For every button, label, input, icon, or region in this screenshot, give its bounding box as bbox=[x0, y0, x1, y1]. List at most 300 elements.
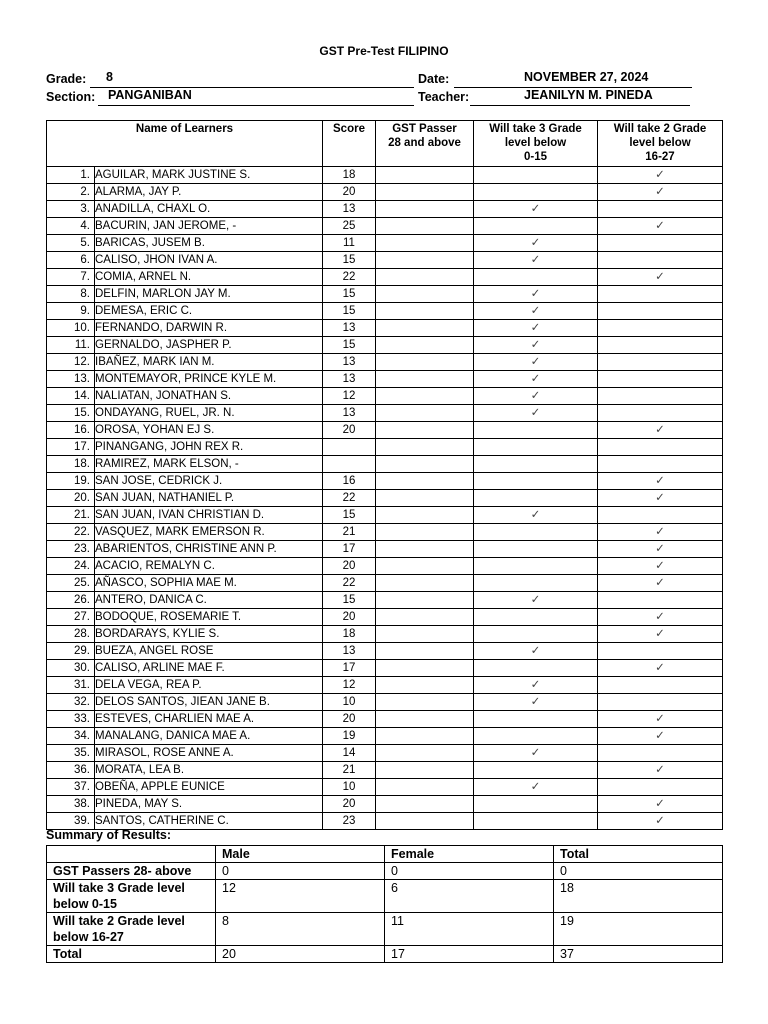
learner-name: DELOS SANTOS, JIEAN JANE B. bbox=[95, 694, 323, 711]
gst-passer-cell bbox=[376, 558, 474, 575]
two-grade-below-cell bbox=[598, 337, 723, 354]
header-score bbox=[323, 121, 376, 167]
header-3-grade-below bbox=[474, 121, 598, 167]
date-value: NOVEMBER 27, 2024 bbox=[524, 70, 649, 84]
two-grade-below-cell bbox=[598, 320, 723, 337]
header-name-text: Name of Learners bbox=[135, 123, 234, 135]
three-grade-below-cell bbox=[474, 762, 598, 779]
learner-number: 33. bbox=[47, 711, 95, 728]
learner-score: 20 bbox=[323, 609, 376, 626]
learner-number: 37. bbox=[47, 779, 95, 796]
learner-name: PINEDA, MAY S. bbox=[95, 796, 323, 813]
learner-number: 10. bbox=[47, 320, 95, 337]
table-row bbox=[47, 592, 723, 609]
summary-row-label: GST Passers 28- above bbox=[47, 863, 216, 880]
two-grade-below-cell: ✓ bbox=[598, 728, 723, 745]
three-grade-below-cell bbox=[474, 796, 598, 813]
two-grade-below-cell: ✓ bbox=[598, 558, 723, 575]
table-row bbox=[47, 439, 723, 456]
summary-header-total: Total bbox=[554, 846, 723, 863]
gst-passer-cell bbox=[376, 796, 474, 813]
learner-score: 19 bbox=[323, 728, 376, 745]
learners-table bbox=[46, 120, 723, 830]
learner-name: SAN JOSE, CEDRICK J. bbox=[95, 473, 323, 490]
gst-passer-cell bbox=[376, 167, 474, 184]
grade-field bbox=[46, 72, 416, 88]
three-grade-below-cell bbox=[474, 490, 598, 507]
gst-passer-cell bbox=[376, 660, 474, 677]
date-label: Date: bbox=[418, 72, 450, 86]
learner-number: 36. bbox=[47, 762, 95, 779]
learner-name: ALARMA, JAY P. bbox=[95, 184, 323, 201]
three-grade-below-cell bbox=[474, 473, 598, 490]
teacher-label: Teacher: bbox=[418, 90, 470, 104]
learner-score: 13 bbox=[323, 320, 376, 337]
gst-passer-cell bbox=[376, 320, 474, 337]
summary-male: 12 bbox=[216, 880, 385, 913]
two-grade-below-cell bbox=[598, 677, 723, 694]
learner-score: 15 bbox=[323, 286, 376, 303]
learner-number: 9. bbox=[47, 303, 95, 320]
three-grade-below-cell: ✓ bbox=[474, 592, 598, 609]
summary-header-female: Female bbox=[385, 846, 554, 863]
three-grade-below-cell bbox=[474, 422, 598, 439]
learner-score: 23 bbox=[323, 813, 376, 830]
learner-name: ANTERO, DANICA C. bbox=[95, 592, 323, 609]
gst-passer-cell bbox=[376, 269, 474, 286]
learner-number: 32. bbox=[47, 694, 95, 711]
summary-header-male: Male bbox=[216, 846, 385, 863]
learner-score: 16 bbox=[323, 473, 376, 490]
two-grade-below-cell bbox=[598, 439, 723, 456]
learner-name: ONDAYANG, RUEL, JR. N. bbox=[95, 405, 323, 422]
learner-score: 15 bbox=[323, 337, 376, 354]
three-grade-below-cell: ✓ bbox=[474, 286, 598, 303]
table-row bbox=[47, 303, 723, 320]
learner-number: 24. bbox=[47, 558, 95, 575]
table-row bbox=[47, 490, 723, 507]
two-grade-below-cell bbox=[598, 303, 723, 320]
two-grade-below-cell bbox=[598, 694, 723, 711]
learner-score: 17 bbox=[323, 541, 376, 558]
gst-passer-cell bbox=[376, 490, 474, 507]
learner-number: 3. bbox=[47, 201, 95, 218]
learner-score: 20 bbox=[323, 711, 376, 728]
gst-passer-cell bbox=[376, 184, 474, 201]
learner-score: 13 bbox=[323, 201, 376, 218]
learner-score: 18 bbox=[323, 167, 376, 184]
three-grade-below-cell: ✓ bbox=[474, 507, 598, 524]
table-row bbox=[47, 609, 723, 626]
learner-name: ANADILLA, CHAXL O. bbox=[95, 201, 323, 218]
section-value: PANGANIBAN bbox=[108, 88, 192, 102]
three-grade-below-cell: ✓ bbox=[474, 320, 598, 337]
three-grade-below-cell bbox=[474, 439, 598, 456]
learner-score: 15 bbox=[323, 592, 376, 609]
summary-row bbox=[47, 913, 723, 946]
gst-passer-cell bbox=[376, 422, 474, 439]
two-grade-below-cell bbox=[598, 235, 723, 252]
learner-number: 13. bbox=[47, 371, 95, 388]
learner-number: 7. bbox=[47, 269, 95, 286]
learner-name: DEMESA, ERIC C. bbox=[95, 303, 323, 320]
three-grade-below-cell bbox=[474, 728, 598, 745]
table-row bbox=[47, 813, 723, 830]
learner-name: RAMIREZ, MARK ELSON, - bbox=[95, 456, 323, 473]
two-grade-below-cell bbox=[598, 592, 723, 609]
learner-number: 27. bbox=[47, 609, 95, 626]
learner-number: 38. bbox=[47, 796, 95, 813]
learner-score: 25 bbox=[323, 218, 376, 235]
summary-header-row bbox=[47, 846, 723, 863]
table-row bbox=[47, 252, 723, 269]
document-title: GST Pre-Test FILIPINO bbox=[319, 44, 449, 58]
header-passer bbox=[376, 121, 474, 167]
table-row bbox=[47, 371, 723, 388]
table-row bbox=[47, 677, 723, 694]
table-row bbox=[47, 218, 723, 235]
learner-name: MANALANG, DANICA MAE A. bbox=[95, 728, 323, 745]
learner-number: 17. bbox=[47, 439, 95, 456]
three-grade-below-cell: ✓ bbox=[474, 677, 598, 694]
learner-name: DELA VEGA, REA P. bbox=[95, 677, 323, 694]
two-grade-below-cell bbox=[598, 354, 723, 371]
three-grade-below-cell: ✓ bbox=[474, 643, 598, 660]
two-grade-below-cell bbox=[598, 643, 723, 660]
teacher-field bbox=[418, 90, 694, 106]
learner-score: 15 bbox=[323, 507, 376, 524]
gst-passer-cell bbox=[376, 439, 474, 456]
gst-passer-cell bbox=[376, 354, 474, 371]
learner-number: 15. bbox=[47, 405, 95, 422]
table-row bbox=[47, 337, 723, 354]
two-grade-below-cell bbox=[598, 286, 723, 303]
teacher-value: JEANILYN M. PINEDA bbox=[524, 88, 653, 102]
two-grade-below-cell: ✓ bbox=[598, 490, 723, 507]
learner-number: 8. bbox=[47, 286, 95, 303]
three-grade-below-cell: ✓ bbox=[474, 745, 598, 762]
summary-male: 0 bbox=[216, 863, 385, 880]
two-grade-below-cell: ✓ bbox=[598, 813, 723, 830]
table-row bbox=[47, 422, 723, 439]
learner-name: MONTEMAYOR, PRINCE KYLE M. bbox=[95, 371, 323, 388]
date-field bbox=[418, 72, 694, 88]
learner-name: MIRASOL, ROSE ANNE A. bbox=[95, 745, 323, 762]
learner-number: 20. bbox=[47, 490, 95, 507]
header-2-grade-below bbox=[598, 121, 723, 167]
learner-number: 30. bbox=[47, 660, 95, 677]
learner-name: FERNANDO, DARWIN R. bbox=[95, 320, 323, 337]
learner-name: AÑASCO, SOPHIA MAE M. bbox=[95, 575, 323, 592]
two-grade-below-cell: ✓ bbox=[598, 167, 723, 184]
three-grade-below-cell: ✓ bbox=[474, 252, 598, 269]
three-grade-below-cell bbox=[474, 813, 598, 830]
learner-score: 12 bbox=[323, 677, 376, 694]
gst-passer-cell bbox=[376, 524, 474, 541]
header-name bbox=[47, 121, 323, 167]
learner-score: 10 bbox=[323, 694, 376, 711]
learner-name: DELFIN, MARLON JAY M. bbox=[95, 286, 323, 303]
learner-name: PINANGANG, JOHN REX R. bbox=[95, 439, 323, 456]
two-grade-below-cell: ✓ bbox=[598, 762, 723, 779]
table-row bbox=[47, 388, 723, 405]
learner-name: SAN JUAN, NATHANIEL P. bbox=[95, 490, 323, 507]
learner-name: CALISO, JHON IVAN A. bbox=[95, 252, 323, 269]
gst-passer-cell bbox=[376, 575, 474, 592]
summary-female: 6 bbox=[385, 880, 554, 913]
learners-header-row bbox=[47, 121, 723, 167]
gst-passer-cell bbox=[376, 813, 474, 830]
two-grade-below-cell bbox=[598, 456, 723, 473]
gst-passer-cell bbox=[376, 609, 474, 626]
three-grade-below-cell bbox=[474, 167, 598, 184]
summary-header-blank bbox=[47, 846, 216, 863]
two-grade-below-cell: ✓ bbox=[598, 711, 723, 728]
table-row bbox=[47, 779, 723, 796]
summary-row bbox=[47, 946, 723, 963]
two-grade-below-cell: ✓ bbox=[598, 609, 723, 626]
learner-name: VASQUEZ, MARK EMERSON R. bbox=[95, 524, 323, 541]
header-passer-text: GST Passer 28 and above bbox=[388, 123, 461, 149]
learner-name: BARICAS, JUSEM B. bbox=[95, 235, 323, 252]
summary-female: 17 bbox=[385, 946, 554, 963]
two-grade-below-cell: ✓ bbox=[598, 575, 723, 592]
learner-score bbox=[323, 456, 376, 473]
learner-score: 20 bbox=[323, 184, 376, 201]
summary-row bbox=[47, 880, 723, 913]
table-row bbox=[47, 354, 723, 371]
summary-table bbox=[46, 845, 723, 963]
learner-name: BODOQUE, ROSEMARIE T. bbox=[95, 609, 323, 626]
learner-name: NALIATAN, JONATHAN S. bbox=[95, 388, 323, 405]
gst-passer-cell bbox=[376, 541, 474, 558]
two-grade-below-cell bbox=[598, 201, 723, 218]
summary-total: 0 bbox=[554, 863, 723, 880]
gst-passer-cell bbox=[376, 728, 474, 745]
summary-label: Summary of Results: bbox=[46, 828, 172, 842]
three-grade-below-cell bbox=[474, 541, 598, 558]
gst-passer-cell bbox=[376, 507, 474, 524]
learner-number: 31. bbox=[47, 677, 95, 694]
two-grade-below-cell: ✓ bbox=[598, 541, 723, 558]
table-row bbox=[47, 660, 723, 677]
gst-passer-cell bbox=[376, 456, 474, 473]
header-3-grade-below-text: Will take 3 Grade level below 0-15 bbox=[489, 123, 582, 163]
learner-number: 35. bbox=[47, 745, 95, 762]
three-grade-below-cell bbox=[474, 558, 598, 575]
three-grade-below-cell: ✓ bbox=[474, 371, 598, 388]
three-grade-below-cell: ✓ bbox=[474, 388, 598, 405]
learner-score: 10 bbox=[323, 779, 376, 796]
learner-name: MORATA, LEA B. bbox=[95, 762, 323, 779]
learner-number: 4. bbox=[47, 218, 95, 235]
learner-name: ESTEVES, CHARLIEN MAE A. bbox=[95, 711, 323, 728]
three-grade-below-cell: ✓ bbox=[474, 694, 598, 711]
two-grade-below-cell: ✓ bbox=[598, 524, 723, 541]
grade-value: 8 bbox=[106, 70, 113, 84]
three-grade-below-cell: ✓ bbox=[474, 779, 598, 796]
three-grade-below-cell: ✓ bbox=[474, 354, 598, 371]
gst-passer-cell bbox=[376, 235, 474, 252]
learner-number: 22. bbox=[47, 524, 95, 541]
table-row bbox=[47, 745, 723, 762]
gst-passer-cell bbox=[376, 286, 474, 303]
gst-passer-cell bbox=[376, 643, 474, 660]
learner-number: 19. bbox=[47, 473, 95, 490]
learner-number: 29. bbox=[47, 643, 95, 660]
learner-number: 18. bbox=[47, 456, 95, 473]
gst-passer-cell bbox=[376, 711, 474, 728]
three-grade-below-cell bbox=[474, 269, 598, 286]
learner-name: OBEÑA, APPLE EUNICE bbox=[95, 779, 323, 796]
summary-male: 20 bbox=[216, 946, 385, 963]
summary-total: 37 bbox=[554, 946, 723, 963]
learner-score: 22 bbox=[323, 490, 376, 507]
summary-male: 8 bbox=[216, 913, 385, 946]
three-grade-below-cell: ✓ bbox=[474, 201, 598, 218]
table-row bbox=[47, 201, 723, 218]
table-row bbox=[47, 694, 723, 711]
table-row bbox=[47, 507, 723, 524]
learner-name: IBAÑEZ, MARK IAN M. bbox=[95, 354, 323, 371]
summary-female: 11 bbox=[385, 913, 554, 946]
learner-number: 23. bbox=[47, 541, 95, 558]
learner-number: 28. bbox=[47, 626, 95, 643]
learner-number: 6. bbox=[47, 252, 95, 269]
table-row bbox=[47, 575, 723, 592]
learner-number: 14. bbox=[47, 388, 95, 405]
table-row bbox=[47, 184, 723, 201]
learner-number: 12. bbox=[47, 354, 95, 371]
three-grade-below-cell: ✓ bbox=[474, 405, 598, 422]
table-row bbox=[47, 405, 723, 422]
summary-total: 19 bbox=[554, 913, 723, 946]
table-row bbox=[47, 456, 723, 473]
three-grade-below-cell bbox=[474, 609, 598, 626]
table-row bbox=[47, 286, 723, 303]
three-grade-below-cell bbox=[474, 184, 598, 201]
summary-female: 0 bbox=[385, 863, 554, 880]
summary-row bbox=[47, 863, 723, 880]
header-2-grade-below-text: Will take 2 Grade level below 16-27 bbox=[613, 123, 707, 163]
learner-name: BORDARAYS, KYLIE S. bbox=[95, 626, 323, 643]
three-grade-below-cell bbox=[474, 456, 598, 473]
table-row bbox=[47, 626, 723, 643]
table-row bbox=[47, 269, 723, 286]
table-row bbox=[47, 541, 723, 558]
learner-score: 21 bbox=[323, 762, 376, 779]
learner-score: 11 bbox=[323, 235, 376, 252]
gst-passer-cell bbox=[376, 762, 474, 779]
learner-score: 13 bbox=[323, 643, 376, 660]
two-grade-below-cell: ✓ bbox=[598, 269, 723, 286]
learner-number: 25. bbox=[47, 575, 95, 592]
two-grade-below-cell: ✓ bbox=[598, 796, 723, 813]
gst-passer-cell bbox=[376, 201, 474, 218]
gst-passer-cell bbox=[376, 252, 474, 269]
two-grade-below-cell bbox=[598, 507, 723, 524]
table-row bbox=[47, 796, 723, 813]
learner-score: 22 bbox=[323, 575, 376, 592]
section-field bbox=[46, 90, 416, 106]
learner-name: ACACIO, REMALYN C. bbox=[95, 558, 323, 575]
two-grade-below-cell: ✓ bbox=[598, 660, 723, 677]
learner-number: 39. bbox=[47, 813, 95, 830]
gst-passer-cell bbox=[376, 592, 474, 609]
two-grade-below-cell bbox=[598, 388, 723, 405]
three-grade-below-cell bbox=[474, 626, 598, 643]
gst-passer-cell bbox=[376, 218, 474, 235]
learner-score: 20 bbox=[323, 422, 376, 439]
learner-score: 20 bbox=[323, 796, 376, 813]
gst-passer-cell bbox=[376, 405, 474, 422]
table-row bbox=[47, 762, 723, 779]
three-grade-below-cell bbox=[474, 711, 598, 728]
table-row bbox=[47, 235, 723, 252]
two-grade-below-cell: ✓ bbox=[598, 626, 723, 643]
summary-row-label: Will take 2 Grade level below 16-27 bbox=[47, 913, 216, 946]
three-grade-below-cell: ✓ bbox=[474, 235, 598, 252]
three-grade-below-cell bbox=[474, 524, 598, 541]
learner-number: 21. bbox=[47, 507, 95, 524]
learner-score: 21 bbox=[323, 524, 376, 541]
learner-number: 26. bbox=[47, 592, 95, 609]
two-grade-below-cell bbox=[598, 371, 723, 388]
learner-score bbox=[323, 439, 376, 456]
two-grade-below-cell: ✓ bbox=[598, 422, 723, 439]
gst-passer-cell bbox=[376, 694, 474, 711]
learner-name: BACURIN, JAN JEROME, - bbox=[95, 218, 323, 235]
summary-row-label: Will take 3 Grade level below 0-15 bbox=[47, 880, 216, 913]
learner-name: OROSA, YOHAN EJ S. bbox=[95, 422, 323, 439]
two-grade-below-cell bbox=[598, 252, 723, 269]
learner-name: BUEZA, ANGEL ROSE bbox=[95, 643, 323, 660]
learner-score: 22 bbox=[323, 269, 376, 286]
three-grade-below-cell bbox=[474, 660, 598, 677]
header-score-text: Score bbox=[333, 123, 365, 135]
summary-row-label: Total bbox=[47, 946, 216, 963]
learner-number: 11. bbox=[47, 337, 95, 354]
gst-passer-cell bbox=[376, 745, 474, 762]
table-row bbox=[47, 728, 723, 745]
learner-number: 1. bbox=[47, 167, 95, 184]
two-grade-below-cell: ✓ bbox=[598, 184, 723, 201]
learner-score: 14 bbox=[323, 745, 376, 762]
table-row bbox=[47, 473, 723, 490]
gst-passer-cell bbox=[376, 371, 474, 388]
two-grade-below-cell: ✓ bbox=[598, 473, 723, 490]
two-grade-below-cell bbox=[598, 745, 723, 762]
learner-name: SANTOS, CATHERINE C. bbox=[95, 813, 323, 830]
learner-number: 5. bbox=[47, 235, 95, 252]
learner-name: CALISO, ARLINE MAE F. bbox=[95, 660, 323, 677]
two-grade-below-cell: ✓ bbox=[598, 218, 723, 235]
learner-name: GERNALDO, JASPHER P. bbox=[95, 337, 323, 354]
gst-passer-cell bbox=[376, 388, 474, 405]
learner-name: SAN JUAN, IVAN CHRISTIAN D. bbox=[95, 507, 323, 524]
learner-number: 34. bbox=[47, 728, 95, 745]
table-row bbox=[47, 711, 723, 728]
gst-passer-cell bbox=[376, 626, 474, 643]
table-row bbox=[47, 558, 723, 575]
three-grade-below-cell: ✓ bbox=[474, 303, 598, 320]
learner-score: 15 bbox=[323, 303, 376, 320]
gst-passer-cell bbox=[376, 303, 474, 320]
table-row bbox=[47, 524, 723, 541]
learner-score: 13 bbox=[323, 354, 376, 371]
grade-label: Grade: bbox=[46, 72, 87, 86]
gst-passer-cell bbox=[376, 779, 474, 796]
